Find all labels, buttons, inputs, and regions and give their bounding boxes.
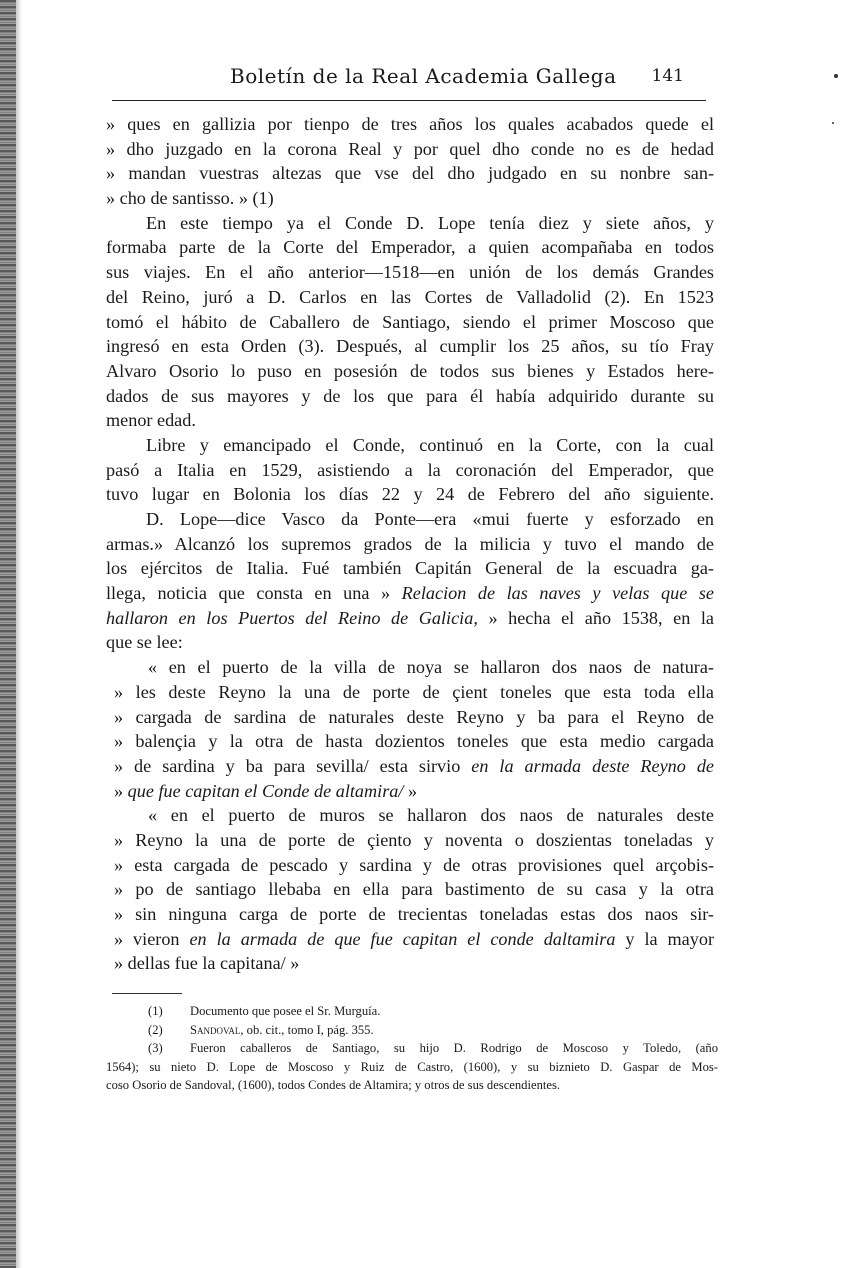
- quote-line: [106, 779, 714, 804]
- quote-line: « en el puerto de la villa de noya se hallaron dos naos de natura-: [148, 657, 714, 678]
- footnote-number: (1): [148, 1004, 163, 1018]
- text-line: tuvo lugar en Bolonia los días 22 y 24 de Febrero del año siguiente.: [106, 484, 714, 505]
- running-header: [112, 62, 706, 101]
- document-title-italic: Relacion de las naves y velas que se: [401, 583, 714, 604]
- quote-line: « en el puerto de muros se hallaron dos naos de naturales deste: [148, 805, 714, 826]
- text-line: [106, 606, 714, 631]
- text-line: armas.» Alcanzó los supremos grados de la milicia y tuvo el mando de: [106, 533, 714, 554]
- footnote-rule: [112, 993, 182, 994]
- italic-run: en la armada de que fue capitan el conde daltamira: [189, 928, 616, 949]
- quote-line: » cargada de sardina de naturales deste Reyno y ba para el Reyno de: [114, 706, 714, 727]
- text-run: » vieron: [114, 928, 190, 949]
- footnote-text: Fueron caballeros de Santiago, su hijo D. Rodrigo de Moscoso y Toledo, (año: [190, 1041, 718, 1055]
- quote-line: » balençia y la otra de hasta dozientos toneles que esta medio cargada: [114, 731, 714, 752]
- footnote-author: Sandoval: [190, 1022, 241, 1037]
- text-line: ingresó en esta Orden (3). Después, al cumplir los 25 años, su tío Fray: [106, 336, 714, 357]
- italic-run: en la armada deste Reyno de: [471, 755, 714, 776]
- text-run: »: [403, 780, 418, 801]
- text-line: sus viajes. En el año anterior—1518—en unión de los demás Grandes: [106, 262, 714, 283]
- footnote-number: (3): [148, 1041, 163, 1055]
- text-line: Alvaro Osorio lo puso en posesión de todos sus bienes y Estados here-: [106, 360, 714, 381]
- quote-line: » esta cargada de pescado y sardina y de otras provisiones quel arçobis-: [114, 854, 714, 875]
- quote-line: » Reyno la una de porte de çiento y noventa o doszientas toneladas y: [114, 829, 714, 850]
- page-number: 141: [651, 66, 684, 86]
- text-line: » cho de santisso. » (1): [106, 188, 274, 209]
- text-run: llega, noticia que consta en una »: [106, 583, 402, 604]
- paragraph-first-line: D. Lope—dice Vasco da Ponte—era «mui fuerte y esforzado en: [146, 509, 714, 529]
- quote-line: [106, 754, 714, 779]
- text-run: »: [114, 780, 128, 801]
- italic-run: que fue capitan el Conde de altamira/: [127, 780, 404, 801]
- text-line: » mandan vuestras altezas que vse del dho judgado en su nonbre san-: [106, 163, 714, 184]
- page-gutter-shadow: [16, 0, 22, 1268]
- text-line: del Reino, juró a D. Carlos en las Cortes de Valladolid (2). En 1523: [106, 286, 714, 307]
- quote-line: [106, 927, 714, 952]
- journal-title: Boletín de la Real Academia Gallega: [230, 64, 617, 88]
- text-run: » de sardina y ba para sevilla/ esta sirvio: [114, 755, 472, 776]
- footnote-text: , ob. cit., tomo I, pág. 355.: [240, 1022, 374, 1037]
- paragraph-first-line: Libre y emancipado el Conde, continuó en la Corte, con la cual: [146, 434, 714, 455]
- text-run: » hecha el año 1538, en la: [477, 607, 714, 628]
- text-line: » ques en gallizia por tienpo de tres años los quales acabados quede el: [106, 114, 714, 134]
- text-line: formaba parte de la Corte del Emperador, a quien acompañaba en todos: [106, 237, 714, 258]
- text-line: pasó a Italia en 1529, asistiendo a la coronación del Emperador, que: [106, 459, 714, 480]
- margin-mark-small: [832, 122, 834, 124]
- footnote-number: (2): [148, 1022, 163, 1037]
- quote-line: » sin ninguna carga de porte de trecientas toneladas estas dos naos sir-: [114, 904, 714, 924]
- text-line: que se lee:: [106, 632, 183, 653]
- text-line: menor edad.: [106, 410, 196, 431]
- paragraph-first-line: En este tiempo ya el Conde D. Lope tenía diez y siete años, y: [146, 212, 714, 233]
- footnote-1: [106, 1002, 718, 1021]
- quote-line: » dellas fue la capitana/ »: [114, 953, 300, 974]
- footnote-text: Documento que posee el Sr. Murguía.: [190, 1004, 381, 1018]
- footnote-3-line: coso Osorio de Sandoval, (1600), todos Condes de Altamira; y otros de sus descendientes.: [106, 1078, 561, 1092]
- footnote-2: [106, 1021, 718, 1040]
- text-line: dados de sus mayores y de los que para él había adquirido durante su: [106, 385, 714, 406]
- quote-line: » les deste Reyno la una de porte de çient toneles que esta toda ella: [114, 681, 714, 702]
- main-text: [106, 112, 714, 976]
- text-run: y la mayor: [615, 928, 714, 949]
- document-title-italic: hallaron en los Puertos del Reino de Galicia,: [106, 607, 478, 628]
- text-line: [106, 581, 714, 606]
- quote-line: » po de santiago llebaba en ella para bastimento de su casa y la otra: [114, 879, 714, 900]
- margin-mark: [834, 74, 838, 78]
- footnote-3-line: 1564); su nieto D. Lope de Moscoso y Ruiz de Castro, (1600), y su biznieto D. Gaspar de Mos-: [106, 1059, 718, 1074]
- text-line: tomó el hábito de Caballero de Santiago, siendo el primer Moscoso que: [106, 311, 714, 332]
- footnote-3: [106, 1039, 718, 1058]
- book-binding-edge: [0, 0, 16, 1268]
- footnotes: [106, 1002, 718, 1095]
- text-line: los ejércitos de Italia. Fué también Capitán General de la escuadra ga-: [106, 558, 714, 579]
- text-line: » dho juzgado en la corona Real y por quel dho conde no es de hedad: [106, 138, 714, 159]
